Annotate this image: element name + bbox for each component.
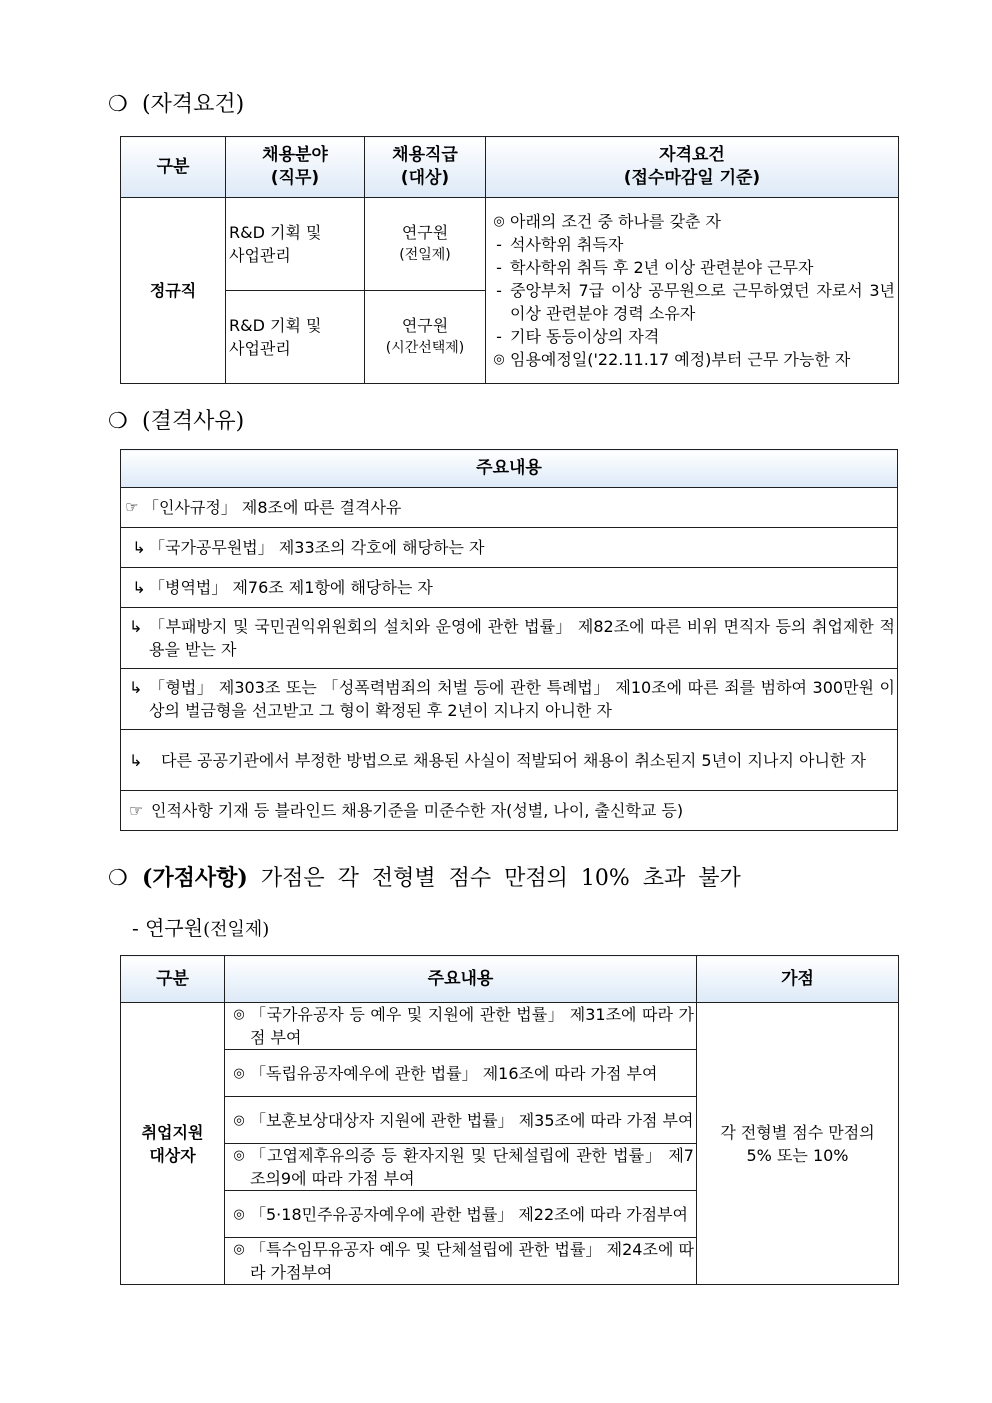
bonus-header-row (121, 956, 899, 1003)
bonus-title: (가점사항) (142, 865, 248, 891)
header-field-line2: (직무) (270, 168, 320, 188)
requirements-cell (486, 198, 899, 384)
bonus-category-cell (121, 1003, 225, 1285)
qualifications-heading (108, 90, 244, 120)
bonus-item-cell (225, 1144, 697, 1191)
disqualification-item (121, 799, 895, 822)
double-circle-icon: ◎ (233, 1148, 245, 1163)
double-circle-icon: ◎ (233, 1206, 245, 1222)
header-field-line1: 채용분야 (262, 145, 328, 165)
bonus-subheading (132, 914, 269, 944)
category-cell: 정규직 (121, 198, 226, 384)
requirement-text: 기타 동등이상의 자격 (510, 327, 660, 346)
bonus-item-text: 「특수임무유공자 예우 및 단체설립에 관한 법률」 제24조에 따라 가점부여 (250, 1240, 694, 1282)
bonus-row (121, 1003, 899, 1050)
double-circle-icon: ◎ (233, 1007, 245, 1022)
disqualification-cell (121, 488, 898, 528)
field-line2: 사업관리 (229, 339, 291, 358)
bonus-item-text: 「고엽제후유의증 등 환자지원 및 단체설립에 관한 법률」 제7조의9에 따라 가점 부여 (250, 1146, 694, 1188)
header-field (226, 137, 365, 198)
bonus-sub-label: - 연구원 (132, 916, 204, 940)
disqualifications-title: (결격사유) (142, 409, 245, 434)
rank-label: 연구원 (401, 223, 449, 242)
header-points: 가점 (697, 956, 899, 1003)
field-line1: R&D 기획 및 (229, 316, 322, 335)
header-category: 구분 (121, 137, 226, 198)
bonus-points-line1: 각 전형별 점수 만점의 (720, 1122, 875, 1142)
disqualification-item (129, 749, 895, 772)
header-rank (365, 137, 486, 198)
disqualification-cell (121, 608, 898, 669)
pointing-hand-icon: ☞ (125, 498, 139, 516)
bonus-item-cell (225, 1050, 697, 1097)
disqualification-row (121, 488, 898, 528)
disqualification-item (129, 536, 895, 559)
bonus-category-line2: 대상자 (149, 1145, 196, 1165)
bonus-item (228, 1144, 694, 1190)
dash-icon: - (496, 258, 502, 277)
rank-label: 연구원 (401, 316, 449, 335)
field-cell (226, 198, 365, 291)
requirement-item (488, 210, 895, 233)
bonus-item-cell (225, 1191, 697, 1238)
disqualification-row (121, 669, 898, 730)
bonus-item (228, 1238, 694, 1284)
double-circle-icon: ◎ (493, 352, 505, 367)
requirement-item (488, 325, 895, 348)
requirement-text: 아래의 조건 중 하나를 갖춘 자 (510, 212, 721, 231)
disqualification-row (121, 791, 898, 831)
circle-bullet-icon: ❍ (108, 409, 128, 434)
pointing-hand-icon: ☞ (128, 801, 144, 820)
header-category: 구분 (121, 956, 225, 1003)
disqualification-text: 「부패방지 및 국민권익위원회의 설치와 운영에 관한 법률」 제82조에 따른 비위 면직자 등의 취업제한 적용을 받는 자 (149, 617, 895, 659)
dash-icon: - (496, 327, 502, 346)
disqualification-cell (121, 791, 898, 831)
disqualification-cell (121, 528, 898, 568)
double-circle-icon: ◎ (233, 1112, 245, 1128)
disqualification-item (129, 576, 895, 599)
bonus-item-text: 「독립유공자예우에 관한 법률」 제16조에 따라 가점 부여 (250, 1063, 658, 1083)
double-circle-icon: ◎ (233, 1242, 245, 1257)
disqualification-text: 「병역법」 제76조 제1항에 해당하는 자 (149, 578, 433, 597)
disqualification-text: 「인사규정」 제8조에 따른 결격사유 (143, 498, 402, 517)
qualifications-title: (자격요건) (142, 92, 245, 117)
return-arrow-icon: ↳ (129, 678, 143, 697)
requirement-text: 중앙부처 7급 이상 공무원으로 근무하였던 자로서 3년 이상 관련분야 경력 소유자 (510, 281, 895, 323)
bonus-item-cell (225, 1003, 697, 1050)
requirement-item (488, 279, 895, 325)
field-cell (226, 291, 365, 384)
disqualification-text: 다른 공공기관에서 부정한 방법으로 채용된 사실이 적발되어 채용이 취소된지 5년이 지나지 아니한 자 (161, 750, 866, 770)
disqualification-cell (121, 730, 898, 791)
bonus-heading (108, 863, 741, 894)
disqualification-row (121, 528, 898, 568)
rank-cell (365, 291, 486, 384)
requirement-item (488, 233, 895, 256)
bonus-item (228, 1003, 694, 1049)
disqualifications-header-row (121, 450, 898, 488)
return-arrow-icon: ↳ (132, 538, 146, 557)
requirement-text: 석사학위 취득자 (510, 235, 624, 254)
bonus-item (228, 1109, 694, 1132)
dash-icon: - (496, 235, 502, 254)
disqualification-row (121, 730, 898, 791)
bonus-item-cell (225, 1238, 697, 1285)
field-line1: R&D 기획 및 (229, 223, 322, 242)
bonus-item-text: 「5·18민주유공자예우에 관한 법률」 제22조에 따라 가점부여 (250, 1204, 688, 1224)
bonus-item-cell (225, 1097, 697, 1144)
requirement-text: 임용예정일('22.11.17 예정)부터 근무 가능한 자 (510, 350, 851, 369)
header-main-content: 주요내용 (225, 956, 697, 1003)
disqualification-item (121, 496, 895, 519)
return-arrow-icon: ↳ (129, 617, 143, 636)
header-requirements (486, 137, 899, 198)
requirement-item (488, 348, 895, 371)
qualifications-row (121, 198, 899, 291)
dash-icon: - (496, 281, 502, 300)
bonus-item-text: 「국가유공자 등 예우 및 지원에 관한 법률」 제31조에 따라 가점 부여 (250, 1005, 694, 1047)
disqualifications-heading (108, 407, 244, 437)
qualifications-header-row (121, 137, 899, 198)
header-requirements-line1: 자격요건 (659, 145, 725, 165)
disqualification-cell (121, 669, 898, 730)
requirement-text: 학사학위 취득 후 2년 이상 관련분야 근무자 (510, 258, 814, 277)
disqualification-item (129, 676, 895, 722)
header-requirements-line2: (접수마감일 기준) (623, 168, 761, 188)
circle-bullet-icon: ❍ (108, 92, 128, 117)
bonus-table (120, 955, 899, 1285)
return-arrow-icon: ↳ (129, 750, 143, 770)
disqualification-cell (121, 568, 898, 608)
bonus-points-cell (697, 1003, 899, 1285)
disqualification-text: 「형법」 제303조 또는 「성폭력범죄의 처벌 등에 관한 특례법」 제10조에 따른 죄를 범하여 300만원 이상의 벌금형을 선고받고 그 형이 확정된 후 2년이 지나지 아니한 자 (149, 678, 895, 720)
bonus-description: 가점은 각 전형별 점수 만점의 10% 초과 불가 (260, 866, 741, 891)
rank-type: (시간선택제) (385, 340, 465, 356)
header-rank-line1: 채용직급 (392, 145, 458, 165)
bonus-sub-label-type: (전일제) (203, 919, 270, 940)
header-rank-line2: (대상) (400, 168, 450, 188)
bonus-points-line2: 5% 또는 10% (746, 1145, 849, 1165)
header-main-content: 주요내용 (121, 450, 898, 488)
double-circle-icon: ◎ (233, 1065, 245, 1081)
bonus-item (228, 1203, 694, 1226)
rank-type: (전일제) (399, 247, 451, 263)
qualifications-table (120, 136, 899, 384)
bonus-item-text: 「보훈보상대상자 지원에 관한 법률」 제35조에 따라 가점 부여 (250, 1110, 694, 1130)
rank-cell (365, 198, 486, 291)
disqualification-row (121, 608, 898, 669)
disqualification-row (121, 568, 898, 608)
bonus-category-line1: 취업지원 (141, 1122, 204, 1142)
return-arrow-icon: ↳ (132, 578, 146, 597)
disqualifications-table (120, 449, 898, 831)
double-circle-icon: ◎ (493, 214, 505, 229)
disqualification-text: 「국가공무원법」 제33조의 각호에 해당하는 자 (149, 538, 485, 557)
field-line2: 사업관리 (229, 246, 291, 265)
disqualification-text: 인적사항 기재 등 블라인드 채용기준을 미준수한 자(성별, 나이, 출신학교 등) (151, 801, 684, 820)
circle-bullet-icon: ❍ (108, 866, 128, 891)
bonus-item (228, 1062, 694, 1085)
disqualification-item (129, 615, 895, 661)
requirement-item (488, 256, 895, 279)
